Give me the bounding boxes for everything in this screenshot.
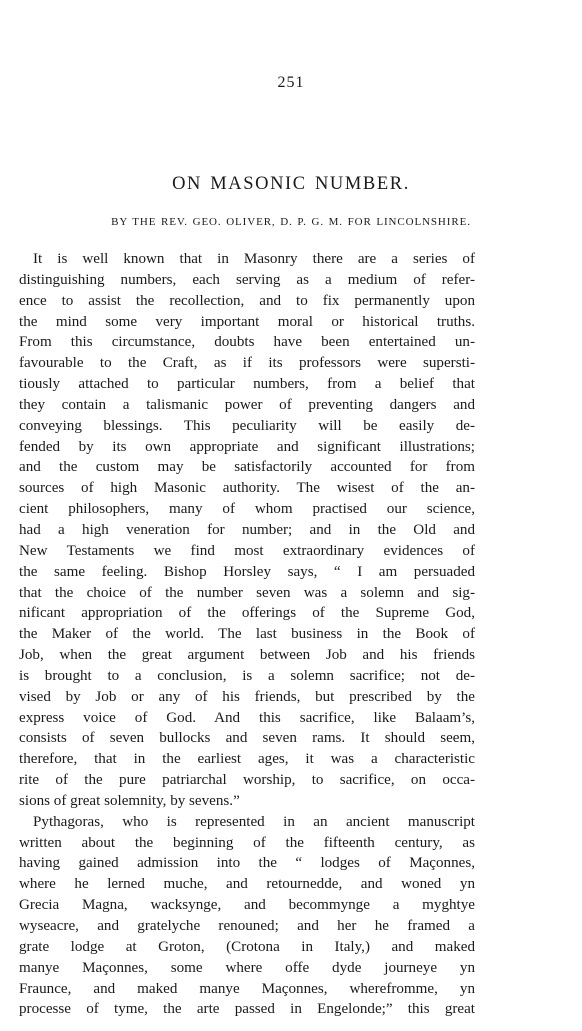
text-line: Grecia Magna, wacksynge, and becommynge a myghtye (19, 897, 475, 914)
text-line: written about the beginning of the fifteenth century, as (19, 834, 475, 851)
text-line: New Testaments we find most extraordinary evidences of (19, 542, 475, 559)
text-line: It is well known that in Masonry there are a series of (33, 251, 475, 267)
text-line: the same feeling. Bishop Horsley says, “ I am persuaded (19, 563, 475, 580)
text-line: had a high veneration for number; and in the Old and (19, 521, 475, 538)
article-title: ON MASONIC NUMBER. (172, 174, 410, 194)
text-line: favourable to the Craft, as if its professors were supersti- (19, 355, 475, 372)
text-line: the mind some very important moral or historical truths. (19, 313, 475, 330)
text-line: that the choice of the number seven was a solemn and sig- (19, 584, 475, 601)
text-line: cient philosophers, many of whom practised our science, (19, 501, 475, 518)
text-line: distinguishing numbers, each serving as a medium of refer- (19, 271, 475, 288)
text-line: they contain a talismanic power of preventing dangers and (19, 396, 475, 413)
text-line: Job, when the great argument between Job and his friends (19, 647, 475, 664)
text-line: Fraunce, and maked manye Maçonnes, wherefromme, yn (19, 980, 475, 997)
page-number: 251 (277, 74, 305, 91)
text-line: express voice of God. And this sacrifice, like Balaam’s, (19, 709, 475, 726)
text-line: manye Maçonnes, some where offe dyde journeye yn (19, 959, 475, 976)
text-line: Pythagoras, who is represented in an ancient manuscript (33, 813, 475, 830)
text-line: ence to assist the recollection, and to fix permanently upon (19, 292, 475, 309)
text-line: where he lerned muche, and retournedde, and woned yn (19, 876, 475, 893)
article-body (19, 249, 475, 1020)
text-line: sources of high Masonic authority. The wisest of the an- (19, 480, 475, 497)
text-line: and the custom may be satisfactorily accounted for from (19, 459, 475, 476)
text-line: conveying blessings. This peculiarity will be easily de- (19, 417, 475, 434)
text-line: therefore, that in the earliest ages, it was a characteristic (19, 751, 475, 768)
text-line: tiously attached to particular numbers, from a belief that (19, 376, 475, 393)
text-line: is brought to a conclusion, is a solemn sacrifice; not de- (19, 667, 475, 684)
text-line: From this circumstance, doubts have been entertained un- (19, 334, 475, 351)
text-line: processe of tyme, the arte passed in Engelonde;” this great (19, 1001, 475, 1018)
author-byline: BY THE REV. GEO. OLIVER, D. P. G. M. FOR LINCOLNSHIRE. (111, 216, 471, 228)
text-line: grate lodge at Groton, (Crotona in Italy,) and maked (19, 938, 475, 955)
text-line: sions of great solemnity, by sevens.” (19, 792, 240, 809)
text-line: the Maker of the world. The last business in the Book of (19, 626, 475, 643)
text-line: rite of the pure patriarchal worship, to sacrifice, on occa- (19, 772, 475, 789)
text-line: vised by Job or any of his friends, but prescribed by the (19, 688, 475, 705)
text-line: nificant appropriation of the offerings of the Supreme God, (19, 605, 475, 622)
text-line: fended by its own appropriate and significant illustrations; (19, 438, 475, 455)
text-line: having gained admission into the “ lodges of Maçonnes, (19, 855, 475, 872)
text-line: consists of seven bullocks and seven rams. It should seem, (19, 730, 475, 747)
text-line: wyseacre, and gratelyche renouned; and her he framed a (19, 918, 475, 934)
